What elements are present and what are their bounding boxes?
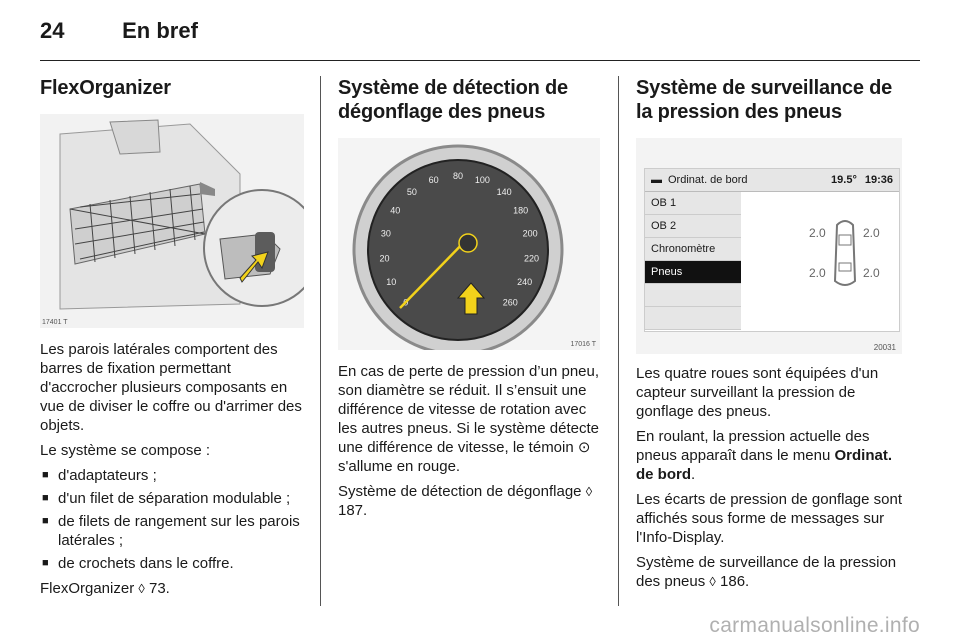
column-divider [618,76,619,606]
ref-page[interactable]: 186. [720,573,750,590]
gauge-tick-label: 200 [522,228,538,239]
gauge-tick-label: 80 [452,171,464,181]
gauge-tick-label: 180 [513,205,529,216]
page-header [40,18,198,44]
page-number: 24 [40,18,65,43]
section-heading: FlexOrganizer [40,77,171,99]
info-display [644,168,900,332]
tire-pressure-fl: 2.0 [809,226,826,240]
gauge-tick-label: 30 [380,228,391,239]
tire-pressure-rr: 2.0 [863,266,880,280]
gauge-tick-label: 220 [523,253,540,264]
speedometer-figure [338,138,600,350]
header-rule [40,60,920,61]
gauge-tick-label: 20 [379,253,390,264]
gauge-tick-label: 100 [474,175,490,186]
figure-code: 17401 T [42,319,68,326]
gauge-tick-label: 40 [390,205,401,216]
cross-reference: Système de détection de dégonflage ◊ 187. [338,483,593,519]
tire-pressure-rl: 2.0 [809,266,826,280]
section-heading: Système de surveillance de la pression des pneus [636,77,893,123]
paragraph: En roulant, la pression actuelle des pneus apparaît dans le menu Ordinat. de bord. [636,428,892,483]
bullet-list [40,466,306,573]
gauge-tick-label: 60 [428,175,439,186]
paragraph: Les écarts de pression de gonflage sont affichés sous forme de messages sur l'Info-Display. [636,491,903,546]
gauge-tick-label: 50 [406,187,417,198]
paragraph: En cas de perte de pression d’un pneu, son diamètre se réduit. Il s’ensuit une différence de vitesse de rotation avec les autres pneus. Si le système détecte une différence de vitesse, le témoin ⊙ s'allume en rouge. [338,363,600,475]
list-item: ■ d'un filet de séparation modulable ; [40,489,306,508]
column-pressure-monitoring [636,76,902,597]
gauge-tick-label: 140 [496,187,512,198]
menu-item[interactable]: Chronomètre [645,238,741,261]
tire-pressure-warning-icon: ⊙ [577,439,591,456]
tire-pressure-fr: 2.0 [863,226,880,240]
page-title: En bref [122,18,198,43]
trunk-figure [40,114,304,328]
column-flexorganizer [40,76,306,604]
paragraph: Les parois latérales comportent des barres de fixation permettant d'accrocher plusieurs composants en vue de diviser le coffre ou d'arrimer des objets. [40,341,302,434]
paragraph: Les quatre roues sont équipées d'un capteur surveillant la pression de gonflage des pneus. [636,365,879,420]
figure-code: 20031 [873,343,896,352]
ref-page[interactable]: 73. [148,580,170,597]
trunk-illustration [40,114,304,328]
list-item: ■ de filets de rangement sur les parois latérales ; [40,512,306,550]
ref-arrow-icon: ◊ [709,574,716,589]
list-item: ■ de crochets dans le coffre. [40,554,306,573]
menu-item[interactable]: OB 2 [645,215,741,238]
ref-page[interactable]: 187. [338,502,368,519]
display-time: 19:36 [864,174,893,186]
gauge-tick-label: 10 [386,277,397,288]
ref-arrow-icon: ◊ [138,581,145,596]
gauge-tick-label: 260 [502,297,518,308]
display-title: Ordinat. de bord [668,174,748,186]
cross-reference: FlexOrganizer ◊ 73. [40,580,170,597]
column-deflation-detection [338,76,600,526]
car-outline-icon [831,217,859,289]
menu-item-empty [645,284,741,307]
menu-item[interactable]: OB 1 [645,192,741,215]
menu-reference: Ordinat. de bord [636,447,892,483]
column-divider [320,76,321,606]
paragraph: Le système se compose : [40,442,211,459]
speedometer-illustration [338,138,600,350]
section-heading: Système de détection de dégonflage des pneus [338,77,568,123]
display-menu [645,192,741,330]
car-icon: ▬ [651,174,662,186]
ref-arrow-icon: ◊ [585,484,593,499]
cross-reference: Système de surveillance de la pression des pneus ◊ 186. [636,554,897,590]
menu-item-empty [645,307,741,330]
display-header [645,169,899,192]
gauge-tick-label: 240 [517,277,533,288]
watermark: carmanualsonline.info [709,614,920,637]
list-item: ■ d'adaptateurs ; [40,466,306,485]
display-temp: 19.5° [831,174,857,186]
figure-code: 17016 T [570,341,596,348]
menu-item-selected[interactable]: Pneus [645,261,741,284]
info-display-figure [636,138,902,354]
